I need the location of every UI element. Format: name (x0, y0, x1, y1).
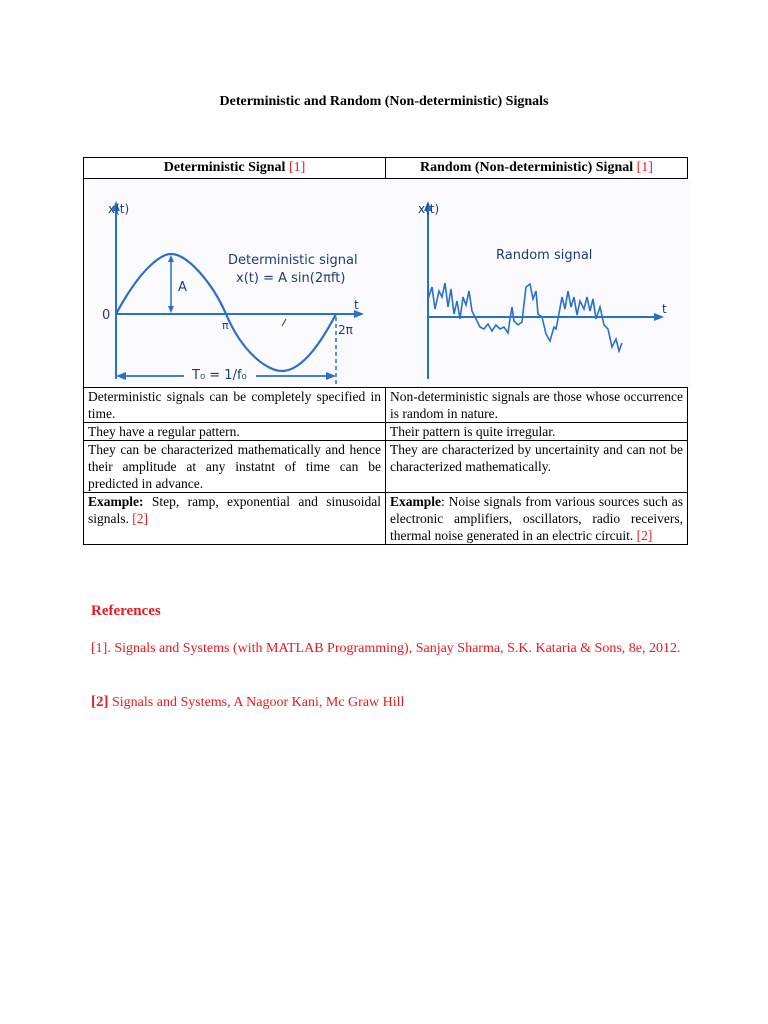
example-text: Step, ramp, exponential and sinusoidal signals. (88, 494, 381, 526)
deterministic-row-1: Deterministic signals can be completely specified in time. (84, 388, 386, 423)
reference-1: [1]. Signals and Systems (with MATLAB Programming), Sanjay Sharma, S.K. Kataria & Sons, 8e, 2012. (91, 641, 681, 656)
pi-label: π (222, 319, 229, 332)
reference-2 (91, 693, 684, 712)
table-row (84, 388, 688, 423)
header-random-ref[interactable]: [1] (636, 160, 653, 175)
comparison-table (83, 157, 688, 545)
random-figure-cell (386, 179, 688, 388)
page-title: Deterministic and Random (Non-deterministic) Signals (219, 94, 549, 109)
caption-line-2: x(t) = A sin(2πft) (236, 271, 346, 286)
table-header-row (84, 158, 688, 179)
random-caption: Random signal (496, 248, 593, 263)
deterministic-row-3: They can be characterized mathematically and hence their amplitude at any instatnt of time can be predicted in advance. (84, 441, 386, 493)
random-signal-figure (390, 179, 691, 387)
reference-2-label: [2] (91, 694, 109, 710)
y-axis-label: x(t) (108, 202, 130, 216)
example-ref[interactable]: [2] (132, 511, 149, 526)
example-label: Example (390, 494, 442, 509)
table-row (84, 441, 688, 493)
example-label: Example: (88, 494, 144, 509)
amplitude-label: A (178, 280, 187, 295)
deterministic-example (84, 493, 386, 545)
references-heading: References (91, 603, 161, 619)
deterministic-signal-figure (88, 179, 389, 387)
header-random-label: Random (Non-deterministic) Signal (420, 160, 634, 175)
y-axis-label: x(t) (418, 202, 440, 216)
random-row-2: Their pattern is quite irregular. (386, 423, 688, 441)
deterministic-row-2: They have a regular pattern. (84, 423, 386, 441)
header-random (386, 158, 688, 179)
period-label: T₀ = 1/f₀ (192, 368, 247, 383)
table-row (84, 423, 688, 441)
reference-2-text: Signals and Systems, A Nagoor Kani, Mc Graw Hill (108, 695, 405, 710)
header-deterministic-ref[interactable]: [1] (288, 160, 306, 175)
deterministic-figure-cell (84, 179, 386, 388)
header-deterministic (84, 158, 386, 179)
caption-line-1: Deterministic signal (228, 253, 358, 268)
table-row (84, 493, 688, 545)
figure-row (84, 179, 688, 388)
example-ref[interactable]: [2] (636, 528, 653, 543)
random-row-1: Non-deterministic signals are those whose occurrence is random in nature. (386, 388, 688, 423)
t-axis-label: t (354, 298, 359, 312)
t-axis-label: t (662, 302, 667, 316)
random-row-3: They are characterized by uncertainity and can not be characterized mathematically. (386, 441, 688, 493)
two-pi-label: 2π (338, 323, 353, 337)
header-deterministic-label: Deterministic Signal (163, 160, 286, 175)
example-text: : Noise signals from various sources such as electronic amplifiers, oscillators, radio receivers, thermal noise generated in an electric circuit. (390, 494, 683, 543)
random-example (386, 493, 688, 545)
origin-label: 0 (102, 308, 111, 323)
